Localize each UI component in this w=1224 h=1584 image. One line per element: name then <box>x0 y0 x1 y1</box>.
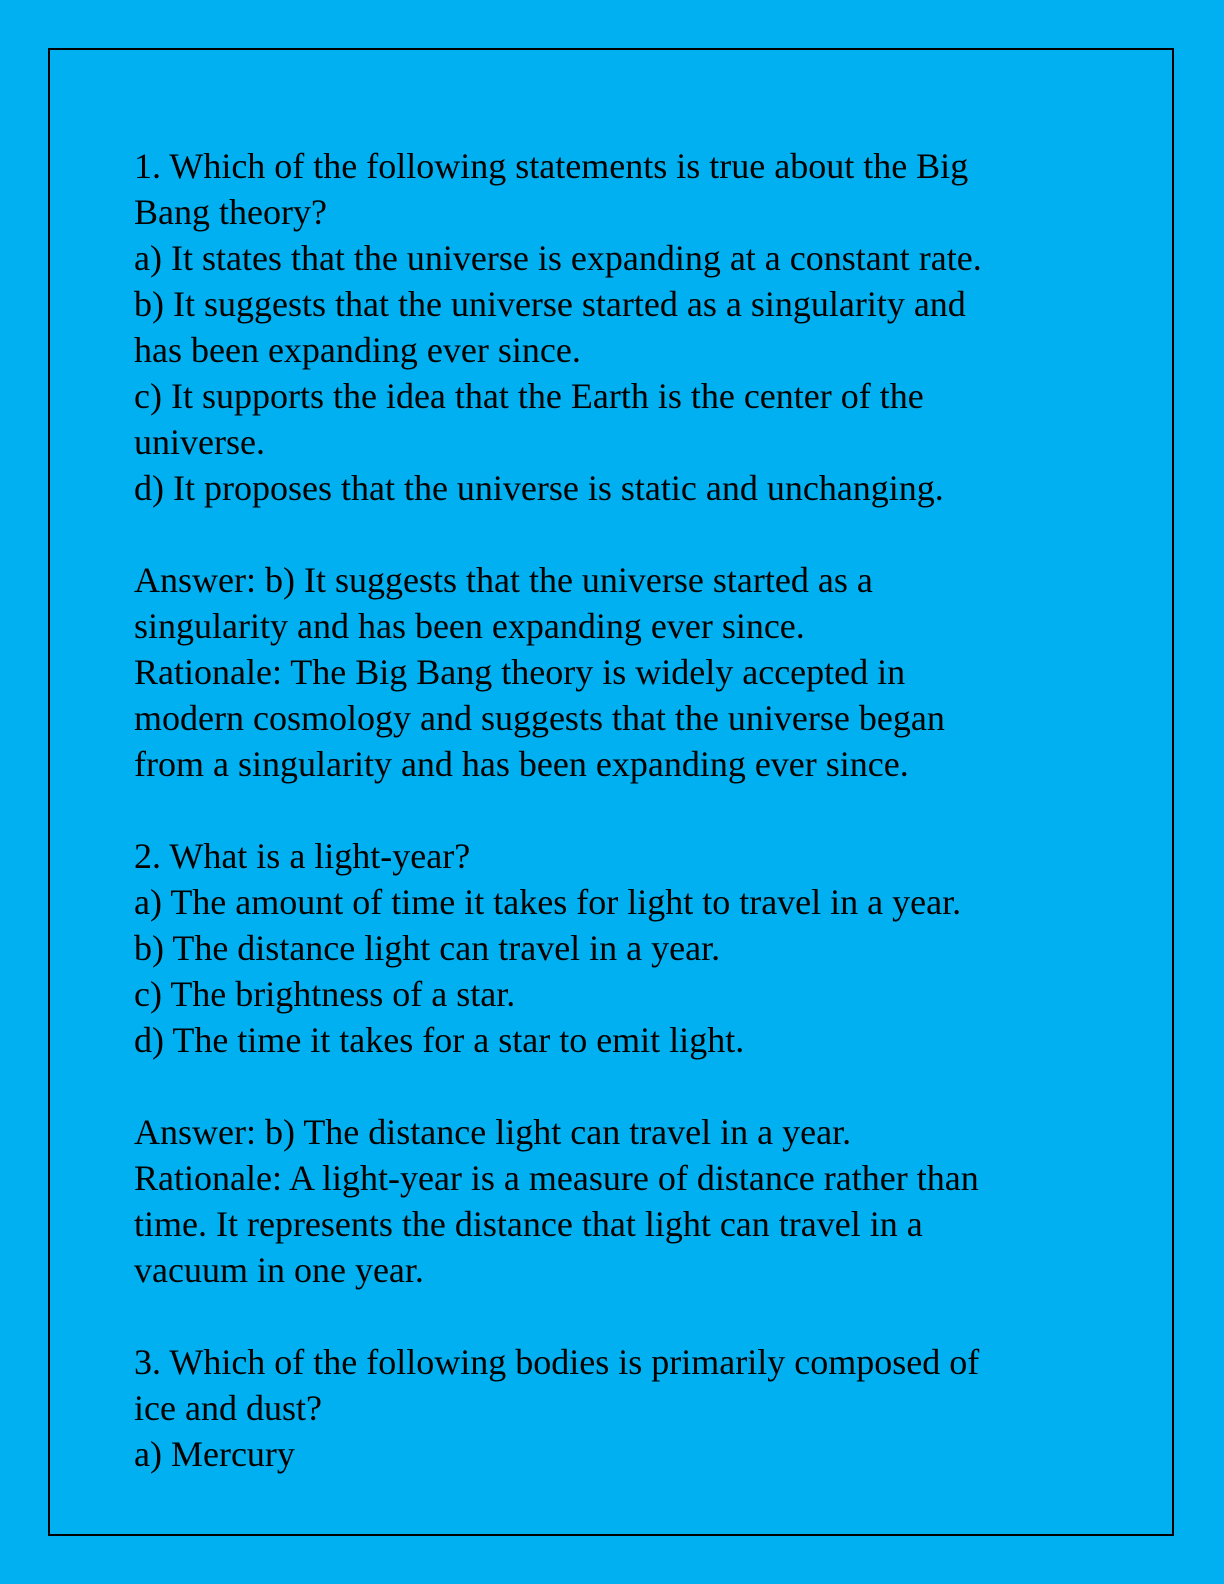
answer-text: Answer: b) It suggests that the universe started as a <box>134 560 873 600</box>
spacer <box>134 1293 1134 1339</box>
question-text: 1. Which of the following statements is true about the Big <box>134 146 969 186</box>
option-c: c) The brightness of a star. <box>134 974 516 1014</box>
rationale-text: from a singularity and has been expanding ever since. <box>134 744 909 784</box>
question-3 <box>134 1339 1134 1477</box>
spacer <box>134 1063 1134 1109</box>
rationale-text: vacuum in one year. <box>134 1250 424 1290</box>
option-b: b) The distance light can travel in a year. <box>134 928 721 968</box>
answer-text: singularity and has been expanding ever since. <box>134 606 805 646</box>
answer-text: Answer: b) The distance light can travel in a year. <box>134 1112 852 1152</box>
option-d: d) It proposes that the universe is static and unchanging. <box>134 468 944 508</box>
option-b: has been expanding ever since. <box>134 330 581 370</box>
question-2 <box>134 833 1134 1293</box>
option-a: a) Mercury <box>134 1434 295 1474</box>
option-a: a) It states that the universe is expanding at a constant rate. <box>134 238 982 278</box>
question-text: 3. Which of the following bodies is primarily composed of <box>134 1342 980 1382</box>
option-a: a) The amount of time it takes for light to travel in a year. <box>134 882 962 922</box>
rationale-text: modern cosmology and suggests that the universe began <box>134 698 945 738</box>
option-c: c) It supports the idea that the Earth is the center of the <box>134 376 924 416</box>
option-c: universe. <box>134 422 265 462</box>
option-b: b) It suggests that the universe started as a singularity and <box>134 284 966 324</box>
question-text: 2. What is a light-year? <box>134 836 471 876</box>
question-text: Bang theory? <box>134 192 327 232</box>
option-d: d) The time it takes for a star to emit light. <box>134 1020 745 1060</box>
rationale-text: Rationale: The Big Bang theory is widely accepted in <box>134 652 906 692</box>
spacer <box>134 787 1134 833</box>
question-text: ice and dust? <box>134 1388 322 1428</box>
rationale-text: time. It represents the distance that light can travel in a <box>134 1204 923 1244</box>
quiz-content <box>134 143 1134 1477</box>
spacer <box>134 511 1134 557</box>
rationale-text: Rationale: A light-year is a measure of distance rather than <box>134 1158 979 1198</box>
question-1 <box>134 143 1134 787</box>
